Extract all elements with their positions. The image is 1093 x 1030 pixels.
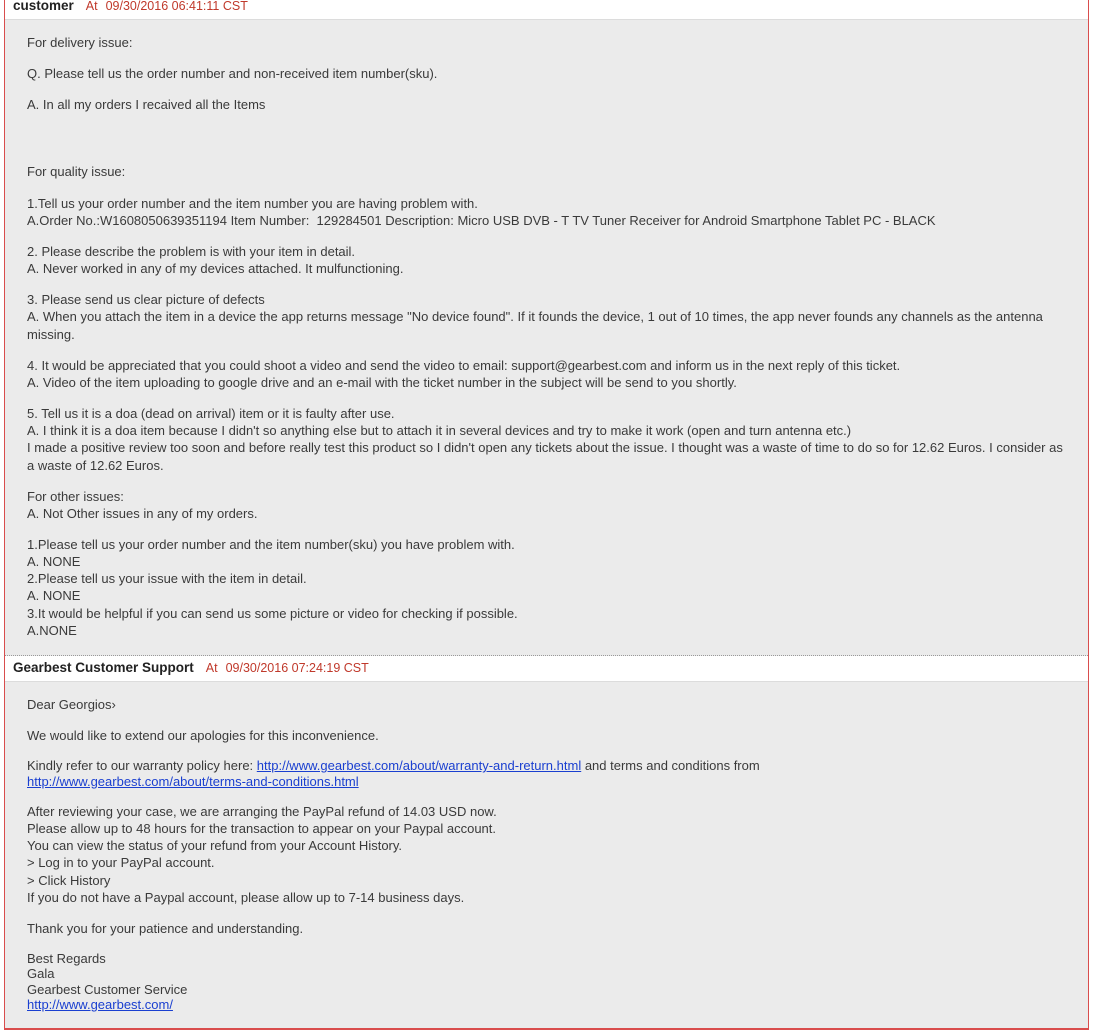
message-line: For other issues: [27,488,124,504]
message-paragraph [27,65,1066,82]
message-line: Thank you for your patience and understanding. [27,920,304,936]
message-paragraph [27,920,1066,937]
message-text: Best Regards [27,950,106,966]
message-line: A. Video of the item uploading to google drive and an e-mail with the ticket number in the subject will be send to you shortly. [27,374,737,390]
message-timestamp: 09/30/2016 07:24:19 CST [225,660,369,675]
message-line: 2. Please describe the problem is with your item in detail. [27,243,356,259]
message-link[interactable]: http://www.gearbest.com/about/terms-and-conditions.html [27,773,359,789]
message-spacer [27,127,1066,149]
message-paragraph [27,163,1066,180]
message-paragraph [27,34,1066,51]
message-at-label: At [205,660,218,675]
message-line: 4. It would be appreciated that you could shoot a video and send the video to email: support@gearbest.com and inform us in the next reply of this ticket. [27,357,901,373]
message-paragraph [27,243,1066,277]
message-line: A. I think it is a doa item because I didn't so anything else but to attach it in several devices and try to make it work (open and turn antenna etc.) [27,423,852,439]
message-line: A. NONE [27,554,81,570]
message-line: > Log in to your PayPal account. [27,855,215,871]
message-line: A. NONE [27,588,81,604]
message-paragraph [27,488,1066,522]
message-paragraph [27,758,1066,789]
message-text: Kindly refer to our warranty policy here: [27,758,257,774]
message-line: After reviewing your case, we are arranging the PayPal refund of 14.03 USD now. [27,803,497,819]
message-line: > Click History [27,872,111,888]
message-paragraph [27,291,1066,342]
message-line: A.NONE [27,622,77,638]
message-line: Q. Please tell us the order number and non-received item number(sku). [27,66,438,82]
message-body [5,681,1088,1028]
message-paragraph [27,96,1066,113]
message-timestamp: 09/30/2016 06:41:11 CST [105,0,248,13]
message-line: A. Not Other issues in any of my orders. [27,505,258,521]
message-paragraph [27,357,1066,391]
message-line: We would like to extend our apologies for this inconvenience. [27,728,379,744]
message-line: Please allow up to 48 hours for the transaction to appear on your Paypal account. [27,821,497,837]
message-line: 1.Tell us your order number and the item number you are having problem with. [27,195,478,211]
message-header [5,656,1088,681]
message-line: A.Order No.:W1608050639351194 Item Number: 129284501 Description: Micro USB DVB - T TV Tuner Receiver for Android Smartphone Tablet PC - BLACK [27,212,936,228]
ticket-thread [4,0,1089,1030]
message-header [5,0,1088,19]
message-paragraph [27,195,1066,229]
message-text: Gearbest Customer Service [27,981,188,997]
message-paragraph [27,727,1066,744]
message-line: I made a positive review too soon and before really test this product so I didn't open any tickets about the issue. I thought was a waste of time to do so for 12.62 Euros. I consider as a waste of 12.62 Euros. [27,440,1067,473]
message-paragraph [27,803,1066,906]
message-paragraph [27,696,1066,713]
message-line: 2.Please tell us your issue with the item in detail. [27,571,307,587]
message-line: A. In all my orders I recaived all the Items [27,97,266,113]
message-body [5,19,1088,656]
message-author: customer [13,0,74,13]
message-text: and terms and conditions from [581,758,760,774]
message-line: For delivery issue: [27,35,133,50]
message-line: 1.Please tell us your order number and the item number(sku) you have problem with. [27,536,515,552]
message-line: You can view the status of your refund from your Account History. [27,838,403,854]
message-author: Gearbest Customer Support [13,659,194,675]
message-line: 3.It would be helpful if you can send us some picture or video for checking if possible. [27,605,518,621]
message-line: 3. Please send us clear picture of defects [27,292,265,308]
message-line: Dear Georgios› [27,696,116,712]
message-line: If you do not have a Paypal account, please allow up to 7-14 business days. [27,889,465,905]
message-line: A. Never worked in any of my devices attached. It mulfunctioning. [27,261,404,277]
message-text: Gala [27,966,55,982]
message-at-label: At [85,0,98,13]
message-line: 5. Tell us it is a doa (dead on arrival) item or it is faulty after use. [27,406,395,422]
message-line: A. When you attach the item in a device the app returns message "No device found". If it founds the device, 1 out of 10 times, the app never founds any channels as the antenna missing. [27,309,1047,342]
message-paragraph [27,536,1066,639]
message-link[interactable]: http://www.gearbest.com/about/warranty-and-return.html [256,758,582,774]
message-paragraph [27,951,1066,1012]
message-line: For quality issue: [27,164,126,180]
message-paragraph [27,127,1066,149]
message-paragraph [27,405,1066,474]
message-link[interactable]: http://www.gearbest.com/ [27,996,173,1012]
